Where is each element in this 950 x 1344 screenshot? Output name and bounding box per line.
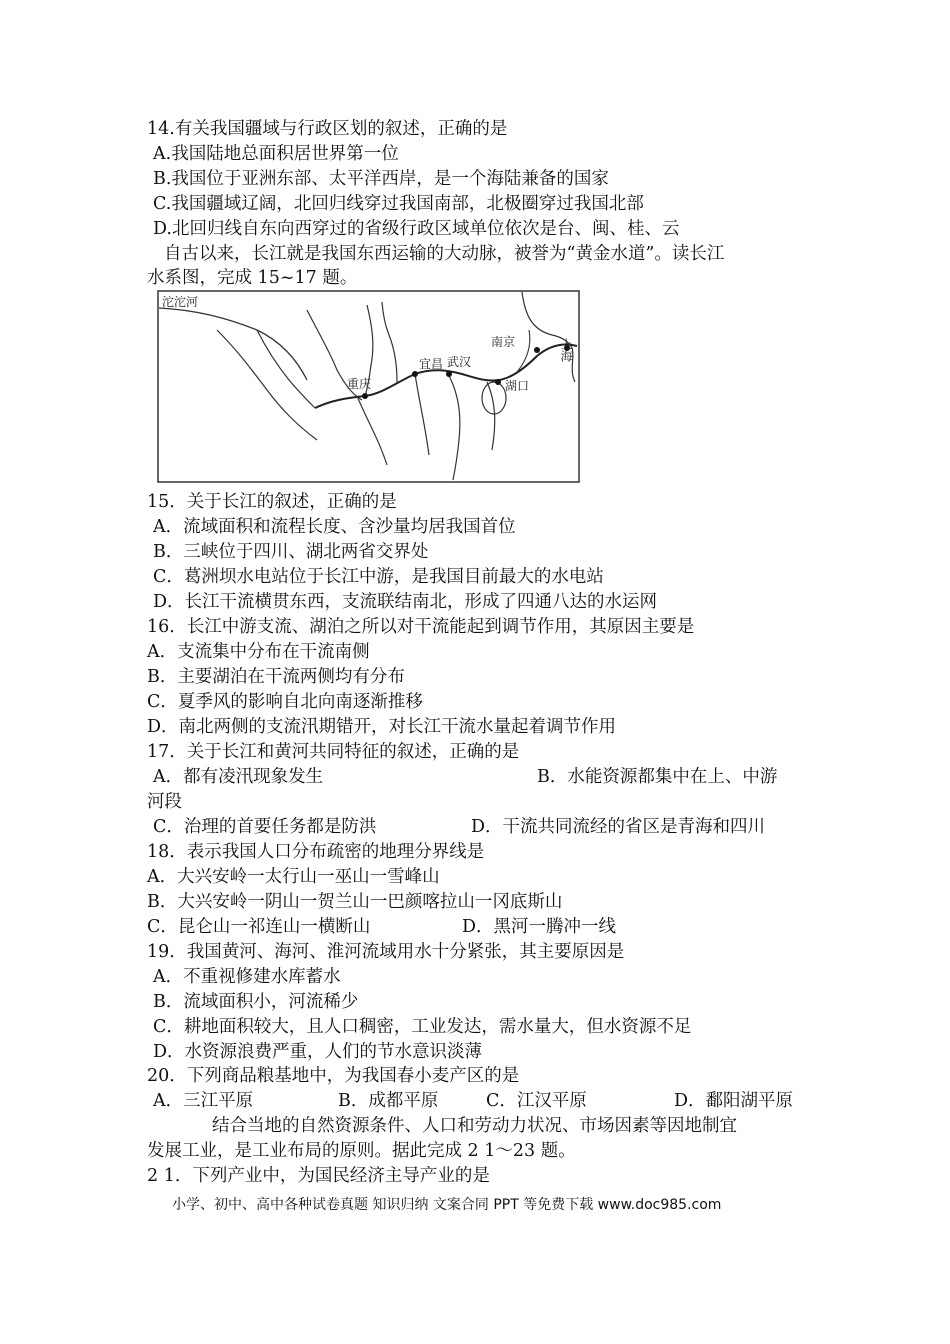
q18-option-d: D．黑河一腾冲一线 [462, 917, 617, 937]
label-shanghai: 上海 [559, 338, 573, 362]
q17-stem: 17．关于长江和黄河共同特征的叙述，正确的是 [147, 742, 520, 762]
q16-option-b: B．主要湖泊在干流两侧均有分布 [147, 667, 405, 687]
q18-stem: 18．表示我国人口分布疏密的地理分界线是 [147, 842, 485, 862]
q15-option-b: B．三峡位于四川、湖北两省交界处 [153, 542, 429, 562]
q16-option-a: A．支流集中分布在干流南侧 [147, 642, 370, 662]
q19-stem: 19．我国黄河、海河、淮河流域用水十分紧张，其主要原因是 [147, 942, 625, 962]
q14-stem: 14.有关我国疆域与行政区划的叙述，正确的是 [147, 119, 508, 139]
city-dot-wuhan [446, 371, 452, 377]
q17-option-a: A．都有凌汛现象发生 [153, 767, 324, 787]
q14-option-b: B.我国位于亚洲东部、太平洋西岸，是一个海陆兼备的国家 [153, 169, 609, 189]
q14-option-a: A.我国陆地总面积居世界第一位 [153, 144, 399, 164]
q14-option-d: D.北回归线自东向西穿过的省级行政区域单位依次是台、闽、桂、云 [153, 219, 680, 239]
industry-intro-line2: 发展工业，是工业布局的原则。据此完成 2 1～23 题。 [147, 1141, 576, 1161]
yangtze-intro-line1: 自古以来，长江就是我国东西运输的大动脉，被誉为“黄金水道”。读长江 [164, 244, 725, 264]
q15-option-d: D．长江干流横贯东西，支流联结南北，形成了四通八达的水运网 [153, 592, 658, 612]
q16-stem: 16．长江中游支流、湖泊之所以对干流能起到调节作用，其原因主要是 [147, 617, 695, 637]
q19-option-b: B．流域面积小，河流稀少 [153, 992, 359, 1012]
yangtze-intro-line2: 水系图，完成 15~17 题。 [147, 268, 358, 288]
city-dot-chongqing [362, 393, 368, 399]
label-wuhan: 武汉 [447, 355, 472, 369]
label-tuotuo: 沱沱河 [162, 295, 199, 309]
q20-option-c: C．江汉平原 [486, 1091, 587, 1111]
yangtze-river-system-map [157, 290, 580, 483]
label-yichang: 宜昌 [419, 357, 444, 371]
q19-option-a: A．不重视修建水库蓄水 [153, 967, 341, 987]
city-dot-nanjing [534, 347, 540, 353]
q17-option-d: D．干流共同流经的省区是青海和四川 [471, 817, 766, 837]
q17-option-b: B．水能资源都集中在上、中游 [537, 767, 778, 787]
q19-option-c: C．耕地面积较大，且人口稠密，工业发达，需水量大，但水资源不足 [153, 1017, 692, 1037]
q14-option-c: C.我国疆域辽阔，北回归线穿过我国南部，北极圈穿过我国北部 [153, 194, 644, 214]
q20-stem: 20．下列商品粮基地中，为我国春小麦产区的是 [147, 1066, 520, 1086]
q20-option-a: A．三江平原 [153, 1091, 254, 1111]
q15-option-c: C．葛洲坝水电站位于长江中游，是我国目前最大的水电站 [153, 567, 604, 587]
q20-option-b: B．成都平原 [338, 1091, 439, 1111]
label-nanjing: 南京 [491, 335, 516, 349]
q21-stem: 2 1．下列产业中，为国民经济主导产业的是 [147, 1166, 490, 1186]
label-hukou: 湖口 [505, 379, 530, 393]
q18-option-b: B．大兴安岭一阴山一贺兰山一巴颜喀拉山一冈底斯山 [147, 892, 563, 912]
industry-intro-line1: 结合当地的自然资源条件、人口和劳动力状况、市场因素等因地制宜 [212, 1116, 737, 1136]
q16-option-d: D．南北两侧的支流汛期错开，对长江干流水量起着调节作用 [147, 717, 617, 737]
q19-option-d: D．水资源浪费严重，人们的节水意识淡薄 [153, 1042, 483, 1062]
q16-option-c: C．夏季风的影响自北向南逐渐推移 [147, 692, 423, 712]
page-footer: 小学、初中、高中各种试卷真题 知识归纳 文案合同 PPT 等免费下载 www.doc985.com [172, 1197, 722, 1213]
q18-option-a: A．大兴安岭一太行山一巫山一雪峰山 [147, 867, 440, 887]
q17-option-b-cont: 河段 [147, 792, 182, 812]
city-dot-hukou [495, 379, 501, 385]
q15-option-a: A．流域面积和流程长度、含沙量均居我国首位 [153, 517, 516, 537]
q15-stem: 15．关于长江的叙述，正确的是 [147, 492, 397, 512]
city-dot-yichang [412, 371, 418, 377]
label-chongqing: 重庆 [347, 377, 372, 391]
q17-option-c: C．治理的首要任务都是防洪 [153, 817, 377, 837]
q20-option-d: D．鄱阳湖平原 [674, 1091, 794, 1111]
q18-option-c: C．昆仑山一祁连山一横断山 [147, 917, 371, 937]
